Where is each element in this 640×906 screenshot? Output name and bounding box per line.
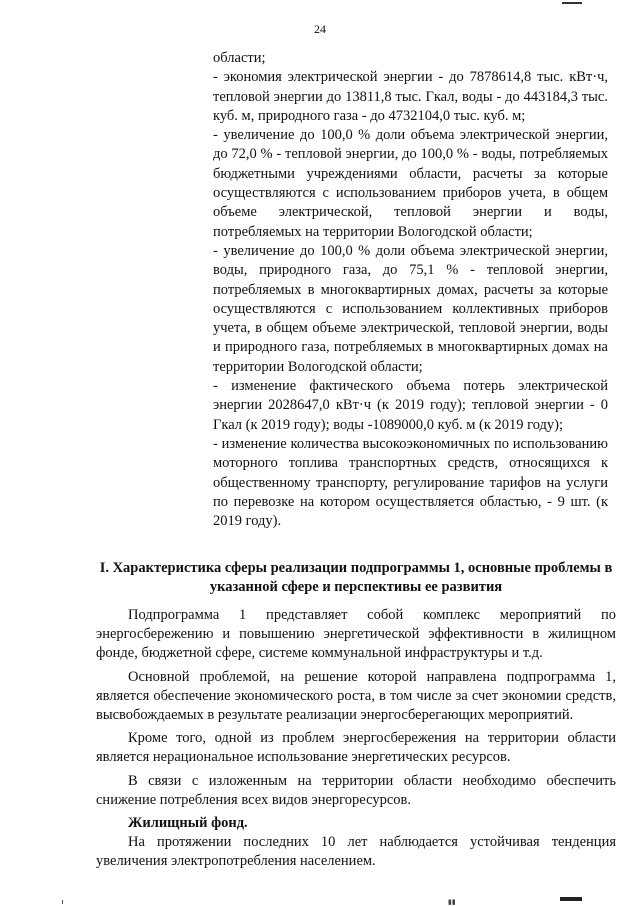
body-paragraph: В связи с изложенным на территории области необходимо обеспечить снижение потребления всех видов энергоресурсов. [96, 772, 616, 808]
indicator-item: - увеличение до 100,0 % доли объема электрической энергии, воды, природного газа, до 75,1 % - тепловой энергии, потребляемых в многоквартирных домах, расчеты за которые осуществляются с использованием коллективных приборов учета, в общем объеме электрической, тепловой энергии, воды и природного газа, потребляемых в многоквартирных домах на территории Вологодской области; [213, 242, 608, 375]
indicator-item: - увеличение до 100,0 % доли объема электрической энергии, до 72,0 % - тепловой энергии, до 100,0 % - воды, потребляемых бюджетными учреждениями области, расчеты за которые осуществляются с использованием приборов учета, в общем объеме электрической, тепловой энергии и воды, потребляемых на территории Вологодской области; [213, 127, 608, 240]
body-paragraph: На протяжении последних 10 лет наблюдается устойчивая тенденция увеличения электропотребления населением. [96, 834, 616, 870]
indicator-item: - изменение фактического объема потерь электрической энергии 2028647,0 кВт·ч (к 2019 году); тепловой энергии - 0 Гкал (к 2019 году); воды -1089000,0 куб. м (к 2019 году); [213, 378, 608, 433]
scan-mark-bottom-mid: ▮▮ [448, 898, 456, 906]
section-body [96, 606, 616, 876]
indicator-list [213, 49, 608, 531]
scan-mark-bottom-left [62, 900, 63, 904]
body-paragraph: Кроме того, одной из проблем энергосбережения на территории области является нерациональное использование энергетических ресурсов. [96, 730, 616, 766]
section-heading: I. Характеристика сферы реализации подпрограммы 1, основные проблемы в указанной сфере и перспективы ее развития [99, 560, 613, 595]
page-number: 24 [314, 22, 326, 36]
scan-mark-bottom-right [560, 897, 582, 901]
indicator-item: - изменение количества высокоэкономичных по использованию моторного топлива транспортных средств, относящихся к общественному транспорту, регулирование тарифов на услуги по перевозке на котором осуществляется областью, - 9 шт. (к 2019 году). [213, 435, 608, 530]
body-paragraph: Подпрограмма 1 представляет собой комплекс мероприятий по энергосбережению и повышению энергетической эффективности в жилищном фонде, бюджетной сфере, системе коммунальной инфраструктуры и т.д. [96, 607, 616, 662]
scan-mark-top [562, 2, 582, 4]
subsection-heading: Жилищный фонд. [128, 815, 248, 832]
indicator-item: - экономия электрической энергии - до 7878614,8 тыс. кВт·ч, тепловой энергии до 13811,8 тыс. Гкал, воды - до 443184,3 тыс. куб. м, природного газа - до 4732104,0 тыс. куб. м; [213, 69, 608, 124]
body-paragraph: Основной проблемой, на решение которой направлена подпрограмма 1, является обеспечение экономического роста, в том числе за счет экономии средств, высвобождаемых в результате реализации энергосберегающих мероприятий. [96, 668, 616, 724]
indicator-item: области; [213, 50, 266, 66]
